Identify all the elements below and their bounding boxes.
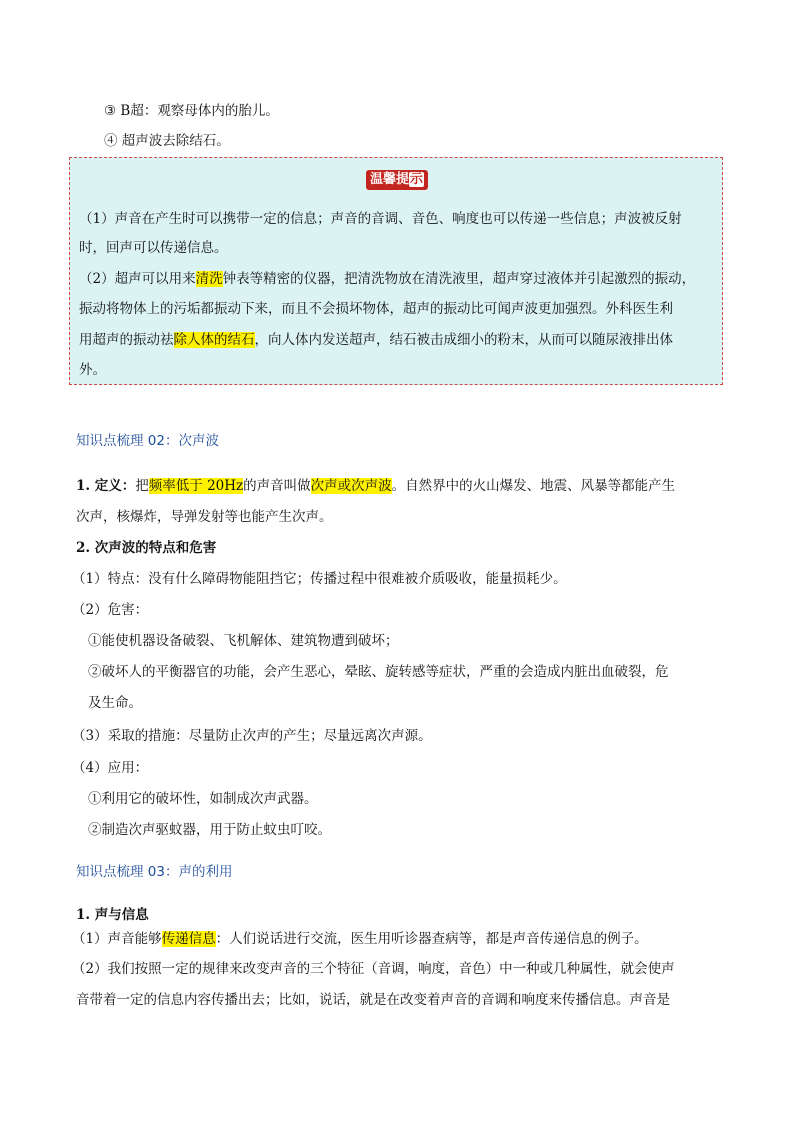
tip-p2-line1 [79, 269, 695, 289]
tip-badge-last-char: 示 [410, 172, 424, 187]
item-features: （1）特点：没有什么障碍物能阻挡它；传播过程中很难被介质吸收，能量损耗少。 [72, 571, 567, 587]
tip-p2-line3-b: ，向人体内发送超声，结石被击成细小的粉末，从而可以随尿液排出体 [254, 332, 673, 348]
paragraph-transmit-info [72, 929, 648, 949]
paragraph-rules-line1: （2）我们按照一定的规律来改变声音的三个特征（音调，响度，音色）中一种或几种属性，就会使声 [72, 961, 675, 977]
tip-p1-line1: （1）声音在产生时可以携带一定的信息；声音的音调、音色、响度也可以传递一些信息；声波被反射 [79, 211, 682, 227]
definition-b: 的声音叫做 [243, 478, 311, 494]
item-measures: （3）采取的措施：尽量防止次声的产生；尽量远离次声源。 [72, 728, 432, 744]
item-hazards: （2）危害： [72, 602, 149, 618]
tip-p2-line3-a: 用超声的振动祛 [79, 332, 174, 348]
tip-p1-line2: 时，回声可以传递信息。 [79, 240, 228, 256]
tip-p2-line3 [79, 330, 673, 350]
list-item-b-ultrasound: ③ B超：观察母体内的胎儿。 [104, 103, 279, 119]
highlight-clean: 清洗 [195, 271, 223, 287]
item-hazard-2-line2: 及生命。 [88, 695, 142, 711]
highlight-frequency: 频率低于 20Hz [148, 478, 244, 494]
item-applications: （4）应用： [72, 760, 149, 776]
definition-c: 。自然界中的火山爆发、地震、风暴等都能产生 [391, 478, 676, 494]
definition-line1 [76, 476, 675, 496]
paragraph-transmit-info-b: ：人们说话进行交流，医生用听诊器查病等，都是声音传递信息的例子。 [215, 931, 648, 947]
highlight-remove-stones: 除人体的结石 [173, 332, 255, 348]
item-application-2: ②制造次声驱蚊器，用于防止蚊虫叮咬。 [88, 822, 331, 838]
paragraph-transmit-info-a: （1）声音能够 [72, 931, 162, 947]
paragraph-rules-line2: 音带着一定的信息内容传播出去；比如，说话，就是在改变着声音的音调和响度来传播信息。声音是 [76, 992, 670, 1008]
item-hazard-1: ①能使机器设备破裂、飞机解体、建筑物遭到破坏； [88, 633, 399, 649]
section-title-infrasound: 知识点梳理 02：次声波 [76, 433, 219, 449]
highlight-infrasound: 次声或次声波 [310, 478, 392, 494]
section-title-use-of-sound: 知识点梳理 03：声的利用 [76, 864, 233, 880]
tip-p2-line4: 外。 [79, 362, 106, 378]
item-hazard-2-line1: ②破坏人的平衡器官的功能，会产生恶心，晕眩、旋转感等症状，严重的会造成内脏出血破裂，危 [88, 664, 669, 680]
item-application-1: ①利用它的破坏性，如制成次声武器。 [88, 791, 318, 807]
tip-p2-line1-a: （2）超声可以用来 [79, 271, 196, 287]
list-item-remove-stones: ④ 超声波去除结石。 [104, 133, 230, 149]
highlight-transmit-info: 传递信息 [161, 931, 216, 947]
tip-p2-line2: 振动将物体上的污垢都振动下来，而且不会损坏物体，超声的振动比可闻声波更加强烈。外科医生利 [79, 301, 673, 317]
definition-line2: 次声，核爆炸，导弹发射等也能产生次声。 [76, 509, 333, 525]
tip-box [69, 157, 723, 385]
tip-badge-text: 温馨提 [369, 172, 409, 187]
definition-a: 把 [135, 478, 149, 494]
subheading-features-hazards: 2. 次声波的特点和危害 [76, 540, 217, 556]
definition-label: 1. 定义： [76, 478, 136, 494]
tip-badge [366, 170, 428, 190]
tip-p2-line1-b: 钟表等精密的仪器，把清洗物放在清洗液里，超声穿过液体并引起激烈的振动， [222, 271, 696, 287]
subheading-sound-information: 1. 声与信息 [76, 907, 149, 923]
